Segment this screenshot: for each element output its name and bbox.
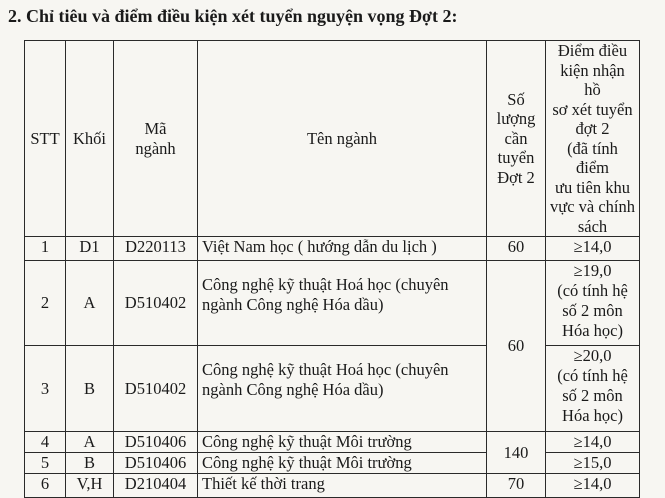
cell-khoi: B xyxy=(66,346,114,432)
cell-ten: Thiết kế thời trang xyxy=(198,474,487,498)
cell-ma: D210404 xyxy=(114,474,198,498)
table-header-row xyxy=(25,41,640,237)
header-ma-nganh-line-1: Mã xyxy=(144,119,167,138)
cell-ten xyxy=(198,346,487,432)
table-row xyxy=(25,261,640,346)
header-diem-line: kiện nhận hồ xyxy=(560,60,625,99)
cell-diem-line: ≥20,0 xyxy=(573,346,612,365)
cell-diem: ≥14,0 xyxy=(546,237,640,261)
table-row xyxy=(25,346,640,432)
cell-ten-line: ngành Công nghệ Hóa dầu) xyxy=(202,380,384,399)
header-so-luong-line: lượng xyxy=(496,109,536,129)
cell-diem: ≥14,0 xyxy=(546,432,640,453)
cell-stt: 1 xyxy=(25,237,66,261)
cell-ma: D220113 xyxy=(114,237,198,261)
cell-diem-line: số 2 môn xyxy=(562,301,623,320)
cell-khoi: B xyxy=(66,453,114,474)
cell-diem-line: ≥19,0 xyxy=(573,261,612,280)
section-heading: 2. Chỉ tiêu và điểm điều kiện xét tuyển nguyện vọng Đợt 2: xyxy=(8,6,458,26)
cell-stt: 6 xyxy=(25,474,66,498)
cell-diem-line: Hóa học) xyxy=(562,406,623,425)
header-so-luong-line: cần xyxy=(504,128,528,148)
table-row xyxy=(25,432,640,453)
table-row xyxy=(25,474,640,498)
header-so-luong-line: Đợt 2 xyxy=(497,167,535,187)
cell-diem: ≥15,0 xyxy=(546,453,640,474)
header-ten-nganh: Tên ngành xyxy=(198,41,487,237)
cell-ma: D510402 xyxy=(114,346,198,432)
cell-ten: Công nghệ kỹ thuật Môi trường xyxy=(198,453,487,474)
cell-stt: 3 xyxy=(25,346,66,432)
cell-khoi: V,H xyxy=(66,474,114,498)
cell-so-luong: 60 xyxy=(487,237,546,261)
cell-khoi: D1 xyxy=(66,237,114,261)
header-diem-line: đợt 2 xyxy=(575,119,610,138)
cell-stt: 5 xyxy=(25,453,66,474)
cell-ten: Việt Nam học ( hướng dẫn du lịch ) xyxy=(198,237,487,261)
header-so-luong-line: tuyển xyxy=(497,148,535,168)
header-diem-line: vực và chính xyxy=(550,197,635,216)
header-so-luong xyxy=(487,41,546,237)
header-diem-line: Điểm điều xyxy=(557,41,628,60)
cell-ten-line: Công nghệ kỹ thuật Hoá học (chuyên xyxy=(202,360,449,379)
header-diem-line: sơ xét tuyển xyxy=(552,99,633,119)
header-diem-line: (đã tính điểm xyxy=(567,138,618,177)
header-diem-line: ưu tiên khu xyxy=(555,177,630,197)
cell-ma: D510402 xyxy=(114,261,198,346)
header-diem xyxy=(546,41,640,237)
cell-stt: 2 xyxy=(25,261,66,346)
cell-stt: 4 xyxy=(25,432,66,453)
cell-diem: ≥14,0 xyxy=(546,474,640,498)
header-khoi: Khối xyxy=(66,41,114,237)
header-stt: STT xyxy=(25,41,66,237)
cell-so-luong: 60 xyxy=(487,261,546,432)
cell-diem xyxy=(546,261,640,346)
header-ma-nganh xyxy=(114,41,198,237)
cell-diem-line: Hóa học) xyxy=(562,321,623,340)
header-so-luong-line: Số xyxy=(507,89,525,109)
cell-ma: D510406 xyxy=(114,453,198,474)
cell-diem-line: số 2 môn xyxy=(562,386,623,405)
cell-khoi: A xyxy=(66,432,114,453)
cell-ten-line: ngành Công nghệ Hóa dầu) xyxy=(202,295,384,314)
cell-diem-line: (có tính hệ xyxy=(557,281,628,300)
cell-diem xyxy=(546,346,640,432)
cell-ten: Công nghệ kỹ thuật Môi trường xyxy=(198,432,487,453)
cell-ma: D510406 xyxy=(114,432,198,453)
table-row xyxy=(25,453,640,474)
table-row xyxy=(25,237,640,261)
header-ma-nganh-line-2: ngành xyxy=(135,138,176,158)
admission-table xyxy=(24,40,640,498)
cell-so-luong: 140 xyxy=(487,432,546,474)
cell-ten-line: Công nghệ kỹ thuật Hoá học (chuyên xyxy=(202,275,449,294)
cell-khoi: A xyxy=(66,261,114,346)
cell-ten xyxy=(198,261,487,346)
header-diem-line: sách xyxy=(577,216,608,236)
cell-diem-line: (có tính hệ xyxy=(557,366,628,385)
cell-so-luong: 70 xyxy=(487,474,546,498)
